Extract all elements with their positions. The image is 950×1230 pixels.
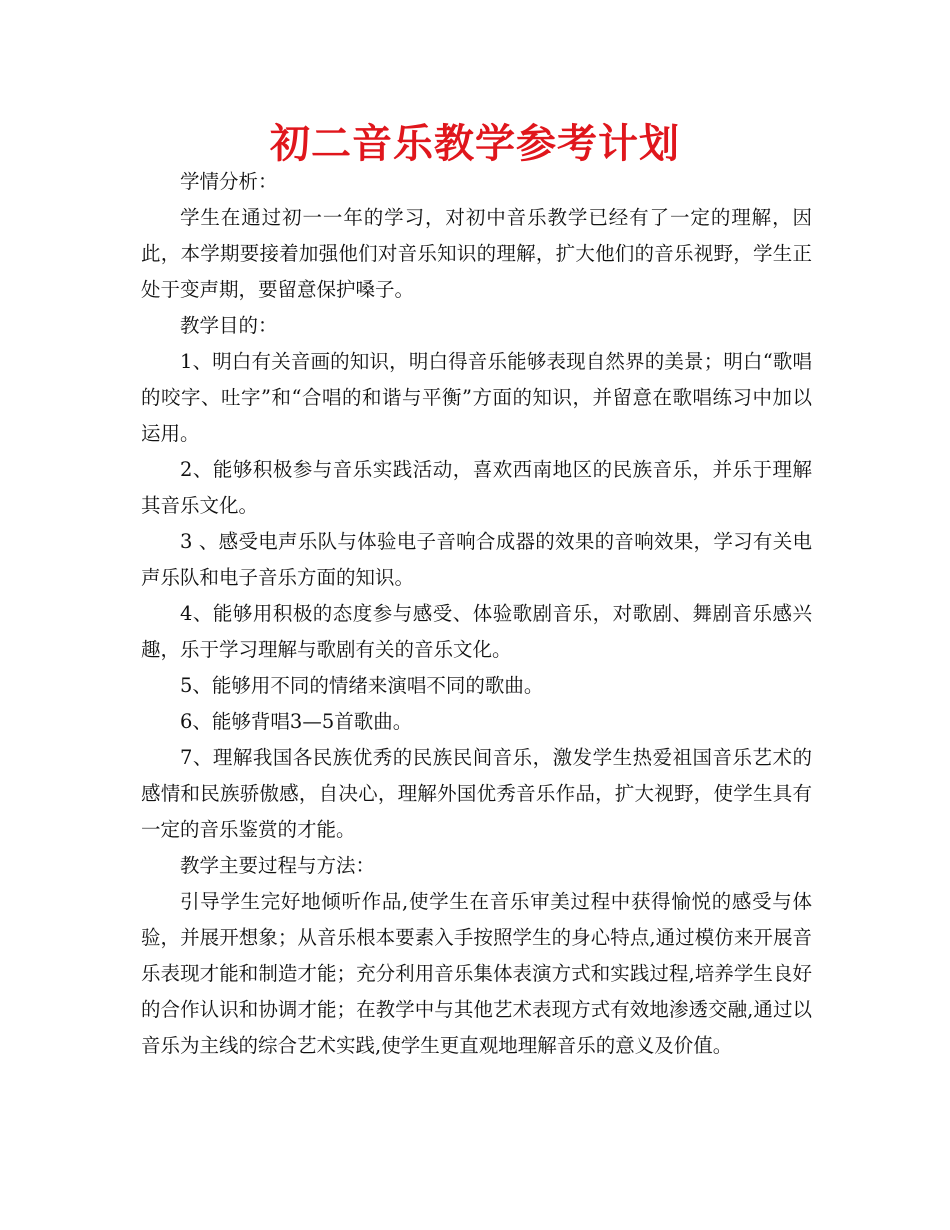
goal-item-3: 3 、感受电声乐队与体验电子音响合成器的效果的音响效果，学习有关电声乐队和电子音乐方面的知识。 <box>141 530 812 589</box>
goal-item-4: 4、能够用积极的态度参与感受、体验歌剧音乐，对歌剧、舞剧音乐感兴趣，乐于学习理解与歌剧有关的音乐文化。 <box>141 602 812 661</box>
section-heading-situation: 学情分析： <box>180 170 278 193</box>
document-body <box>141 164 812 1064</box>
goal-item-6: 6、能够背唱3—5首歌曲。 <box>180 710 413 733</box>
paragraph-methods: 引导学生完好地倾听作品,使学生在音乐审美过程中获得愉悦的感受与体验，并展开想象；从音乐根本要素入手按照学生的身心特点,通过模仿来开展音乐表现才能和制造才能；充分利用音乐集体表演方式和实践过程,培养学生良好的合作认识和协调才能；在教学中与其他艺术表现方式有效地渗透交融,通过以音乐为主线的综合艺术实践,使学生更直观地理解音乐的意义及价值。 <box>141 890 812 1057</box>
paragraph-situation: 学生在通过初一一年的学习，对初中音乐教学已经有了一定的理解，因此，本学期要接着加强他们对音乐知识的理解，扩大他们的音乐视野，学生正处于变声期，要留意保护嗓子。 <box>141 206 812 301</box>
document-title: 初二音乐教学参考计划 <box>270 121 680 167</box>
goal-item-5: 5、能够用不同的情绪来演唱不同的歌曲。 <box>180 674 544 697</box>
section-heading-goals: 教学目的： <box>180 314 278 337</box>
goal-item-1: 1、明白有关音画的知识，明白得音乐能够表现自然界的美景；明白“歌唱的咬字、吐字”和“合唱的和谐与平衡”方面的知识，并留意在歌唱练习中加以运用。 <box>141 350 812 445</box>
section-heading-methods: 教学主要过程与方法： <box>180 854 376 877</box>
goal-item-7: 7、理解我国各民族优秀的民族民间音乐，激发学生热爱祖国音乐艺术的感情和民族骄傲感，自决心，理解外国优秀音乐作品，扩大视野，使学生具有一定的音乐鉴赏的才能。 <box>141 746 812 841</box>
goal-item-2: 2、能够积极参与音乐实践活动，喜欢西南地区的民族音乐，并乐于理解其音乐文化。 <box>141 458 812 517</box>
